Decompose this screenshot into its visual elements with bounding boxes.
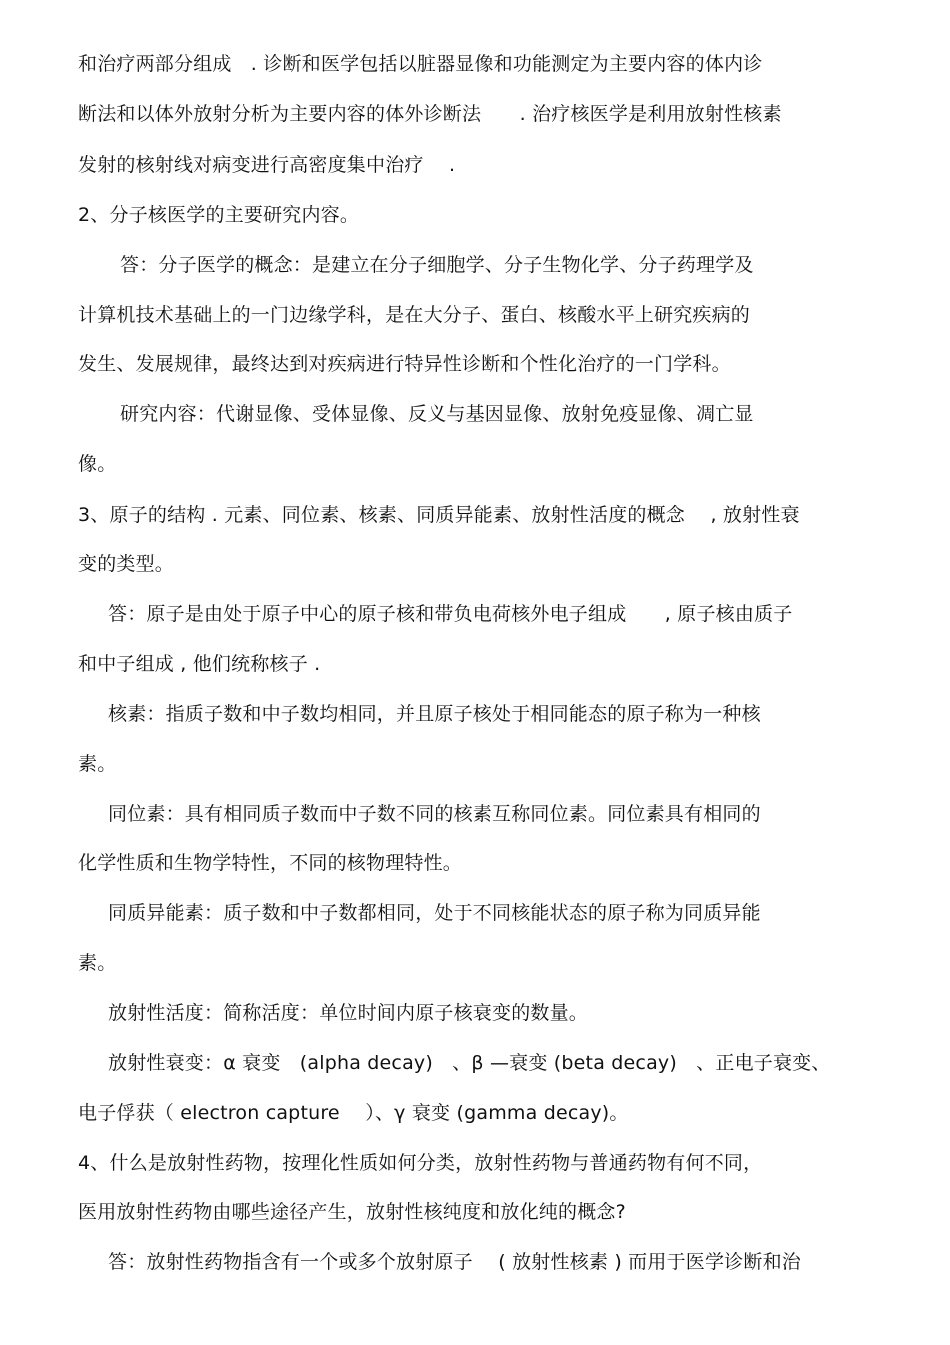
text-line: 计算机技术基础上的一门边缘学科，是在大分子、蛋白、核酸水平上研究疾病的 (78, 304, 751, 326)
text-line: 素。 (78, 753, 117, 775)
text-line: 发射的核射线对病变进行高密度集中治疗 . (78, 154, 456, 176)
text-line: 答：原子是由处于原子中心的原子核和带负电荷核外电子组成 , 原子核由质子 (108, 603, 793, 625)
text-line: 电子俘获（ electron capture ）、γ 衰变 (gamma decay)。 (78, 1102, 629, 1124)
text-line: 像。 (78, 453, 117, 475)
text-line: 答：放射性药物指含有一个或多个放射原子 ( 放射性核素 ) 而用于医学诊断和治 (108, 1251, 801, 1273)
text-line: 研究内容：代谢显像、受体显像、反义与基因显像、放射免疫显像、凋亡显 (120, 403, 754, 425)
section-heading: 4、什么是放射性药物，按理化性质如何分类，放射性药物与普通药物有何不同， (78, 1152, 763, 1174)
text-line: 发生、发展规律，最终达到对疾病进行特异性诊断和个性化治疗的一门学科。 (78, 353, 731, 375)
text-line: 变的类型。 (78, 553, 175, 575)
text-line: 核素：指质子数和中子数均相同，并且原子核处于相同能态的原子称为一种核 (108, 703, 761, 725)
text-line: 化学性质和生物学特性，不同的核物理特性。 (78, 852, 463, 874)
text-line: 答：分子医学的概念：是建立在分子细胞学、分子生物化学、分子药理学及 (120, 254, 754, 276)
text-line: 素。 (78, 952, 117, 974)
text-line: 放射性活度：简称活度：单位时间内原子核衰变的数量。 (108, 1002, 589, 1024)
text-line: 同质异能素：质子数和中子数都相同，处于不同核能状态的原子称为同质异能 (108, 902, 761, 924)
section-heading: 2、分子核医学的主要研究内容。 (78, 204, 360, 226)
text-line: 医用放射性药物由哪些途径产生，放射性核纯度和放化纯的概念? (78, 1201, 626, 1223)
section-heading: 3、原子的结构 . 元素、同位素、核素、同质异能素、放射性活度的概念 , 放射性衰 (78, 504, 800, 526)
text-line: 和中子组成 , 他们统称核子 . (78, 653, 321, 675)
text-line: 断法和以体外放射分析为主要内容的体外诊断法 . 治疗核医学是利用放射性核素 (78, 103, 782, 125)
text-line: 同位素：具有相同质子数而中子数不同的核素互称同位素。同位素具有相同的 (108, 803, 761, 825)
text-line: 放射性衰变：α 衰变 (alpha decay) 、β —衰变 (beta decay) 、正电子衰变、 (108, 1052, 831, 1074)
text-line: 和治疗两部分组成 . 诊断和医学包括以脏器显像和功能测定为主要内容的体内诊 (78, 53, 763, 75)
